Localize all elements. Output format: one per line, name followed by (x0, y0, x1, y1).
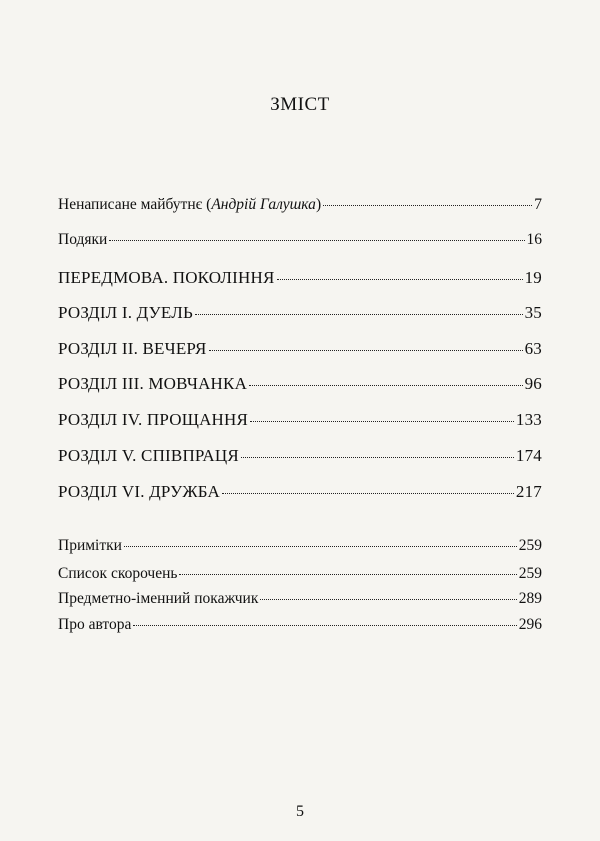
toc-entry-page: 7 (534, 196, 542, 213)
toc-entry-title: Примітки (58, 537, 122, 554)
dot-leader (260, 599, 516, 600)
toc-entry-title: Предметно-іменний покажчик (58, 590, 259, 607)
dot-leader (179, 574, 516, 575)
toc-entry-abbreviations[interactable] (58, 565, 542, 583)
dot-leader (250, 421, 514, 422)
toc-entry-title: Подяки (58, 231, 108, 248)
toc-entry-chapter-2[interactable] (58, 339, 542, 359)
dot-leader (241, 457, 514, 458)
toc-entry-author: Андрій Галушка (211, 196, 316, 213)
dot-leader (222, 493, 514, 494)
page-title: ЗМІСТ (270, 94, 330, 115)
dot-leader (133, 625, 516, 626)
toc-entry-acknowledgements[interactable] (58, 231, 542, 249)
toc-entry-index[interactable] (58, 590, 542, 608)
toc-entry-page: 296 (518, 616, 542, 633)
toc-entry-foreword-by-galushka[interactable] (58, 196, 542, 214)
toc-entry-title: РОЗДІЛ ІІІ. МОВЧАНКА (58, 374, 248, 393)
toc-entry-title: РОЗДІЛ ІІ. ВЕЧЕРЯ (58, 339, 207, 358)
dot-leader (124, 546, 517, 547)
dot-leader (109, 240, 524, 241)
dot-leader (195, 314, 523, 315)
toc-entry-page: 259 (518, 537, 542, 554)
dot-leader (277, 279, 523, 280)
toc-entry-chapter-3[interactable] (58, 374, 542, 394)
toc-entry-page: 35 (524, 303, 542, 322)
dot-leader (249, 385, 523, 386)
toc-entry-page: 16 (526, 231, 542, 248)
toc-entry-title: РОЗДІЛ І. ДУЕЛЬ (58, 303, 193, 322)
toc-entry-title: ПЕРЕДМОВА. ПОКОЛІННЯ (58, 268, 275, 287)
dot-leader (209, 350, 523, 351)
toc-entry-page: 217 (515, 482, 542, 501)
page-number: 5 (296, 803, 304, 820)
toc-entry-page: 259 (518, 565, 542, 582)
toc-entry-title: РОЗДІЛ IV. ПРОЩАННЯ (58, 410, 249, 429)
toc-entry-about-author[interactable] (58, 616, 542, 634)
toc-entry-page: 19 (524, 268, 542, 287)
toc-entry-chapter-4[interactable] (58, 410, 542, 430)
toc-entry-chapter-1[interactable] (58, 303, 542, 323)
dot-leader (323, 205, 532, 206)
toc-entry-preface[interactable] (58, 268, 542, 288)
toc-entry-title: Ненаписане майбутнє (Андрій Галушка) (58, 196, 322, 213)
toc-entry-page: 96 (524, 374, 542, 393)
toc-entry-page: 63 (524, 339, 542, 358)
toc-entry-page: 174 (515, 446, 542, 465)
toc-entry-chapter-6[interactable] (58, 482, 542, 502)
toc-entry-page: 133 (515, 410, 542, 429)
toc-entry-title: Про автора (58, 616, 132, 633)
toc-entry-chapter-5[interactable] (58, 446, 542, 466)
toc-entry-page: 289 (518, 590, 542, 607)
toc-entry-title: РОЗДІЛ V. СПІВПРАЦЯ (58, 446, 239, 465)
toc-entry-title: Список скорочень (58, 565, 178, 582)
toc-entry-title: РОЗДІЛ VI. ДРУЖБА (58, 482, 221, 501)
toc-entry-notes[interactable] (58, 537, 542, 555)
